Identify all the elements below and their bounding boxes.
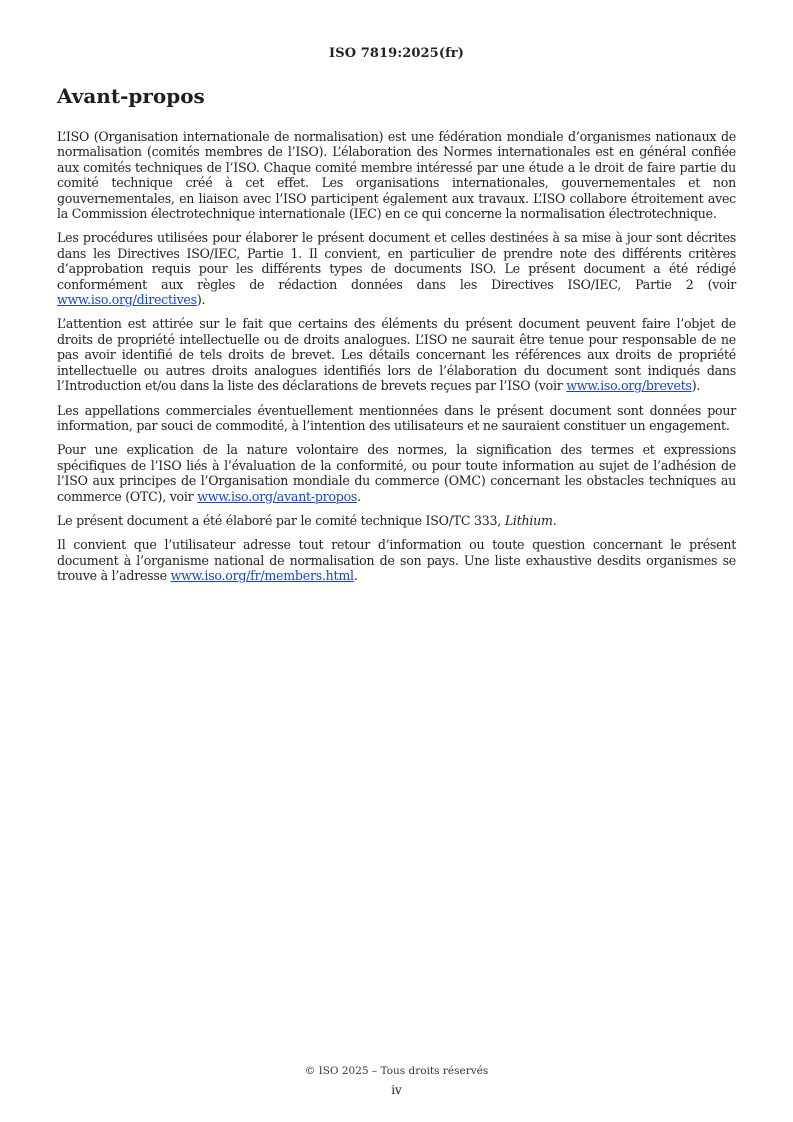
paragraph-text: Le présent document a été élaboré par le comité technique ISO/TC 333,: [57, 512, 505, 528]
paragraph-text-end: ).: [691, 378, 701, 394]
paragraph-text-end: ).: [196, 292, 206, 308]
paragraph-text-end: .: [353, 568, 358, 584]
paragraph-procedures: [57, 230, 736, 307]
paragraph-technical-committee: [57, 513, 736, 528]
paragraph-patent-rights: [57, 316, 736, 393]
paragraph-text-end: .: [357, 488, 361, 504]
document-header: ISO 7819:2025(fr): [329, 46, 464, 61]
members-link[interactable]: www.iso.org/fr/members.html: [170, 568, 354, 584]
paragraph-text: Les procédures utilisées pour élaborer le présent document et celles destinées à sa mise à jour sont décrites dans les Directives ISO/IEC, Partie 1. Il convient, en particulier de prendre note des différents critères d’approbation requis pour les différents types de documents ISO. Le présent document a été rédigé conformément aux règles de rédaction données dans les Directives ISO/IEC, Partie 2 (voir: [57, 230, 736, 292]
copyright-footer: © ISO 2025 – Tous droits réservés: [304, 1065, 489, 1077]
document-body: [57, 129, 736, 593]
avant-propos-link[interactable]: www.iso.org/avant-propos: [197, 488, 358, 504]
committee-name: Lithium: [504, 512, 553, 528]
page-title: Avant-propos: [57, 84, 205, 108]
paragraph-voluntary-nature: [57, 442, 736, 504]
paragraph-iso-organisation: L’ISO (Organisation internationale de normalisation) est une fédération mondiale d’organismes nationaux de normalisation (comités membres de l’ISO). L’élaboration des Normes internationales est en général confiée aux comités techniques de l’ISO. Chaque comité membre intéressé par une étude a le droit de faire partie du comité technique créé à cet effet. Les organisations internationales, gouvernementales et non gouvernementales, en liaison avec l’ISO participent également aux travaux. L’ISO collabore étroitement avec la Commission électrotechnique internationale (IEC) en ce qui concerne la normalisation électrotechnique.: [57, 129, 736, 222]
brevets-link[interactable]: www.iso.org/brevets: [566, 378, 692, 394]
paragraph-text: L’attention est attirée sur le fait que certains des éléments du présent document peuvent faire l’objet de droits de propriété intellectuelle ou de droits analogues. L’ISO ne saurait être tenue pour responsable de ne pas avoir identifié de tels droits de brevet. Les détails concernant les références aux droits de propriété intellectuelle ou autres droits analogues identifiés lors de l’élaboration du document sont indiqués dans l’Introduction et/ou dans la liste des déclarations de brevets reçues par l’ISO (voir: [57, 316, 736, 394]
paragraph-text: Pour une explication de la nature volontaire des normes, la signification des termes et expressions spécifiques de l’ISO liés à l’évaluation de la conformité, ou pour toute information au sujet de l’adhésion de l’ISO aux principes de l’Organisation mondiale du commerce (OMC) concernant les obstacles techniques au commerce (OTC), voir: [57, 442, 736, 504]
page-number: iv: [391, 1083, 402, 1097]
directives-link[interactable]: www.iso.org/directives: [57, 292, 197, 308]
paragraph-text-end: .: [552, 512, 557, 528]
paragraph-trade-names: Les appellations commerciales éventuellement mentionnées dans le présent document sont données pour information, par souci de commodité, à l’intention des utilisateurs et ne sauraient constituer un engagement.: [57, 402, 736, 433]
paragraph-feedback: [57, 537, 736, 583]
paragraph-text: Il convient que l’utilisateur adresse tout retour d’information ou toute question concernant le présent document à l’organisme national de normalisation de son pays. Une liste exhaustive desdits organismes se trouve à l’adresse: [57, 537, 736, 584]
